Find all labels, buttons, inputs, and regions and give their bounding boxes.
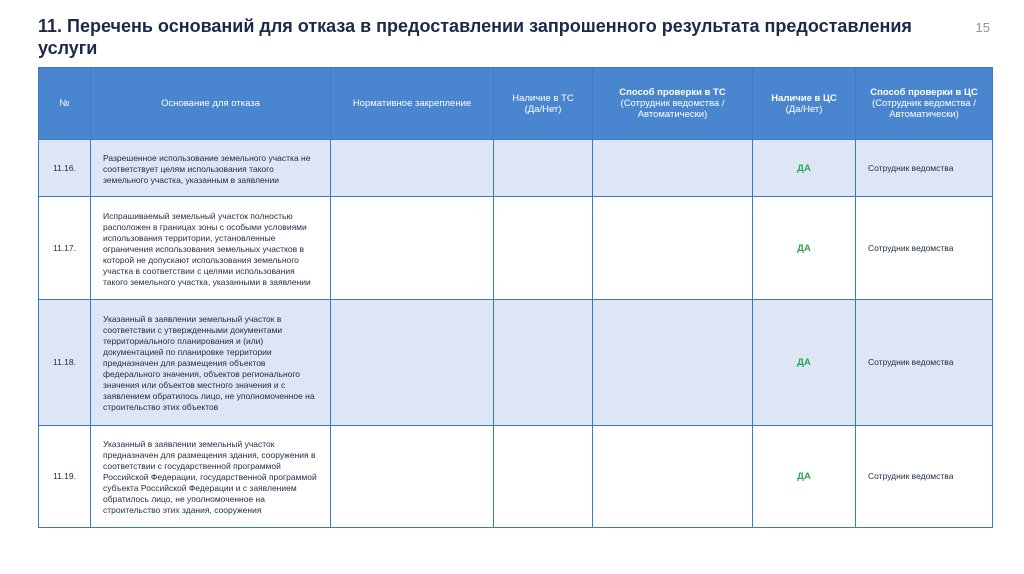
row-number: 11.17. — [39, 197, 91, 300]
row-number: 11.16. — [39, 140, 91, 197]
row-normative — [331, 140, 494, 197]
table-row — [39, 300, 993, 426]
refusal-grounds-table — [38, 67, 993, 528]
row-cs-presence: ДА — [753, 140, 856, 197]
row-cs-method: Сотрудник ведомства — [856, 300, 993, 426]
header-reason: Основание для отказа — [91, 68, 331, 140]
header-tc-method-sub: (Сотрудник ведомства / Автоматически) — [620, 98, 725, 120]
header-tc-method-title: Способ проверки в ТС — [619, 87, 726, 98]
table-header-row — [39, 68, 993, 140]
row-cs-presence: ДА — [753, 426, 856, 528]
row-normative — [331, 426, 494, 528]
table-row — [39, 197, 993, 300]
header-cs-method-title: Способ проверки в ЦС — [870, 87, 978, 98]
row-cs-presence: ДА — [753, 300, 856, 426]
row-cs-method: Сотрудник ведомства — [856, 197, 993, 300]
row-reason: Разрешенное использование земельного участка не соответствует целям использования такого земельного участка, указанным в заявлении — [91, 140, 331, 197]
header-tc-presence — [494, 68, 593, 140]
header-tc-method — [593, 68, 753, 140]
row-cs-presence: ДА — [753, 197, 856, 300]
header-cs-presence — [753, 68, 856, 140]
page-number: 15 — [975, 20, 990, 35]
header-num: № — [39, 68, 91, 140]
header-cs-method-sub: (Сотрудник ведомства / Автоматически) — [872, 98, 976, 120]
row-tc-presence — [494, 197, 593, 300]
header-tc-presence-title: Наличие в ТС — [512, 92, 574, 104]
row-reason: Указанный в заявлении земельный участок предназначен для размещения здания, сооружения в соответствии с государственной программой Российской Федерации, государственной программой субъекта Российской Федерации и с заявлением обратилось лицо, не уполномоченное на строительство этих здания, сооружения — [91, 426, 331, 528]
row-cs-method: Сотрудник ведомства — [856, 140, 993, 197]
row-tc-presence — [494, 426, 593, 528]
table-row — [39, 140, 993, 197]
row-number: 11.19. — [39, 426, 91, 528]
row-tc-method — [593, 426, 753, 528]
row-tc-method — [593, 197, 753, 300]
row-tc-presence — [494, 300, 593, 426]
header-cs-method — [856, 68, 993, 140]
row-reason: Испрашиваемый земельный участок полностью расположен в границах зоны с особыми условиями использования территории, установленные ограничения использования земельных участков в которой не допускают использования земельного участка в соответствии с целями использования такого земельного участка, указанными в заявлении — [91, 197, 331, 300]
header-normative: Нормативное закрепление — [331, 68, 494, 140]
header-cs-presence-title: Наличие в ЦС — [771, 92, 837, 104]
slide-title: 11. Перечень оснований для отказа в предоставлении запрошенного результата предоставления услуги — [38, 16, 912, 58]
row-reason: Указанный в заявлении земельный участок в соответствии с утвержденными документами территориального планирования и (или) документацией по планировке территории предназначен для размещения объектов федерального значения, объектов регионального значения или объектов местного значения и с заявлением обратилось лицо, не уполномоченное на строительство этих объектов — [91, 300, 331, 426]
row-normative — [331, 197, 494, 300]
row-cs-method: Сотрудник ведомства — [856, 426, 993, 528]
header-cs-presence-sub: (Да/Нет) — [785, 103, 823, 115]
table-row — [39, 426, 993, 528]
row-tc-method — [593, 140, 753, 197]
row-tc-presence — [494, 140, 593, 197]
row-normative — [331, 300, 494, 426]
header-tc-presence-sub: (Да/Нет) — [524, 103, 562, 115]
row-number: 11.18. — [39, 300, 91, 426]
row-tc-method — [593, 300, 753, 426]
